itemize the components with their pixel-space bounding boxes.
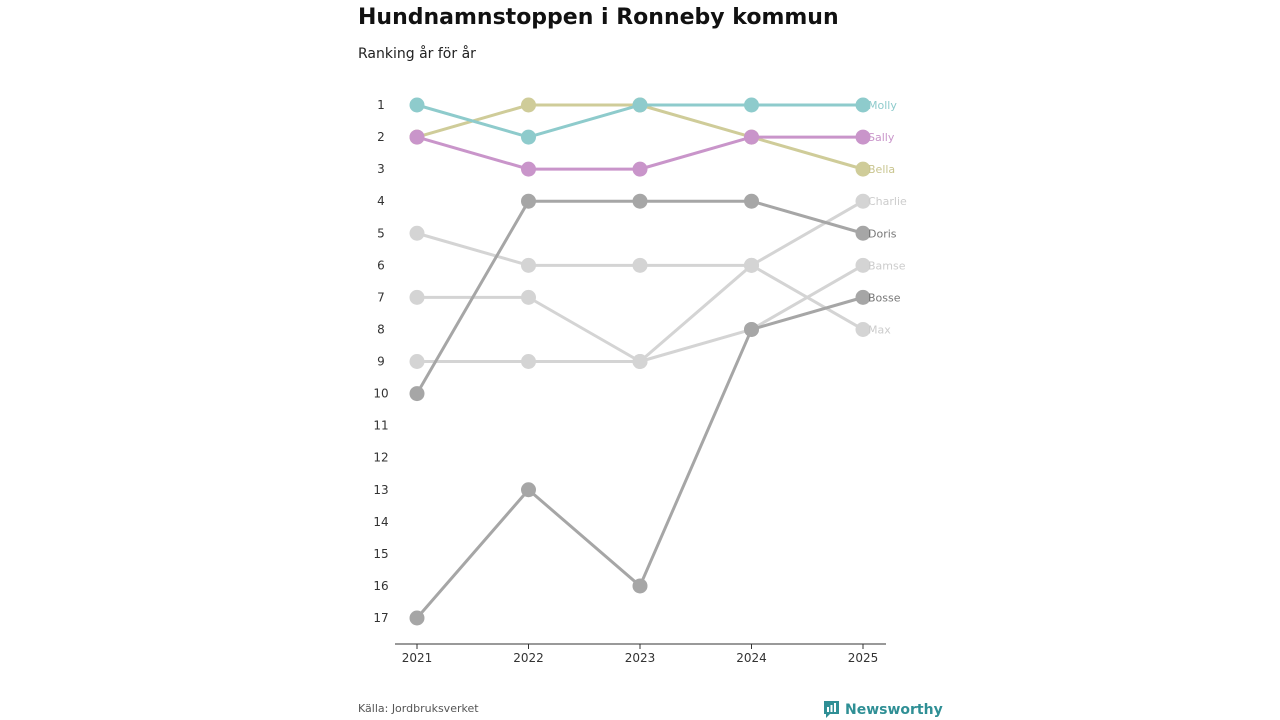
x-tick-label: 2025 [847, 651, 879, 665]
point-max [410, 226, 425, 241]
y-tick-label: 12 [373, 450, 389, 465]
point-doris [410, 386, 425, 401]
y-tick-label: 5 [377, 226, 385, 241]
point-bella [521, 98, 536, 113]
point-sally [521, 162, 536, 177]
point-sally [744, 130, 759, 145]
y-tick-label: 16 [373, 578, 389, 593]
chart-title: Hundnamnstoppen i Ronneby kommun [358, 5, 839, 30]
point-max [521, 258, 536, 273]
point-doris [744, 194, 759, 209]
point-charlie [410, 354, 425, 369]
point-molly [521, 130, 536, 145]
y-tick-label: 3 [377, 162, 385, 177]
point-bamse [410, 290, 425, 305]
series-bosse [410, 290, 871, 626]
point-molly [410, 98, 425, 113]
y-tick-label: 1 [377, 98, 385, 112]
x-tick-label: 2022 [513, 651, 544, 665]
x-axis [395, 644, 886, 665]
y-tick-label: 8 [377, 322, 385, 337]
series-layer [410, 98, 871, 626]
series-labels [868, 99, 907, 336]
point-max [744, 258, 759, 273]
source-note: Källa: Jordbruksverket [358, 702, 479, 715]
newsworthy-logo-icon [823, 700, 840, 719]
point-bamse [633, 354, 648, 369]
brand-logo [823, 700, 943, 719]
x-tick-label: 2021 [401, 651, 433, 665]
point-sally [410, 130, 425, 145]
brand-name: Newsworthy [845, 701, 943, 718]
series-label-max: Max [868, 323, 891, 337]
series-label-bella: Bella [868, 163, 896, 177]
point-bosse [410, 611, 425, 626]
series-label-bamse: Bamse [868, 259, 906, 273]
series-label-charlie: Charlie [868, 195, 907, 209]
point-bosse [633, 578, 648, 593]
point-molly [633, 98, 648, 113]
point-max [633, 258, 648, 273]
point-doris [521, 194, 536, 209]
y-axis-ticks [373, 98, 388, 625]
y-tick-label: 11 [373, 418, 389, 433]
series-label-molly: Molly [868, 99, 897, 112]
point-bosse [744, 322, 759, 337]
y-tick-label: 14 [373, 514, 389, 529]
series-max [410, 226, 871, 337]
point-sally [633, 162, 648, 177]
series-bamse [410, 258, 871, 369]
y-tick-label: 4 [377, 194, 385, 209]
y-tick-label: 13 [373, 482, 389, 497]
series-line-charlie [417, 201, 863, 361]
y-tick-label: 17 [373, 611, 389, 625]
y-tick-label: 7 [377, 290, 385, 305]
y-tick-label: 9 [377, 354, 385, 369]
series-label-bosse: Bosse [868, 291, 901, 305]
y-tick-label: 15 [373, 546, 389, 561]
point-bamse [521, 290, 536, 305]
series-line-max [417, 233, 863, 329]
point-doris [633, 194, 648, 209]
chart-subtitle: Ranking år för år [358, 46, 476, 62]
y-tick-label: 2 [377, 130, 385, 145]
y-tick-label: 6 [377, 258, 385, 273]
series-label-doris: Doris [868, 227, 897, 241]
x-tick-label: 2024 [736, 651, 767, 665]
series-charlie [410, 194, 871, 369]
point-molly [744, 98, 759, 113]
series-label-sally: Sally [868, 131, 895, 145]
series-sally [410, 130, 871, 177]
point-bosse [521, 482, 536, 497]
y-tick-label: 10 [373, 386, 389, 401]
x-tick-label: 2023 [624, 651, 656, 665]
series-line-bosse [417, 297, 863, 618]
point-charlie [521, 354, 536, 369]
